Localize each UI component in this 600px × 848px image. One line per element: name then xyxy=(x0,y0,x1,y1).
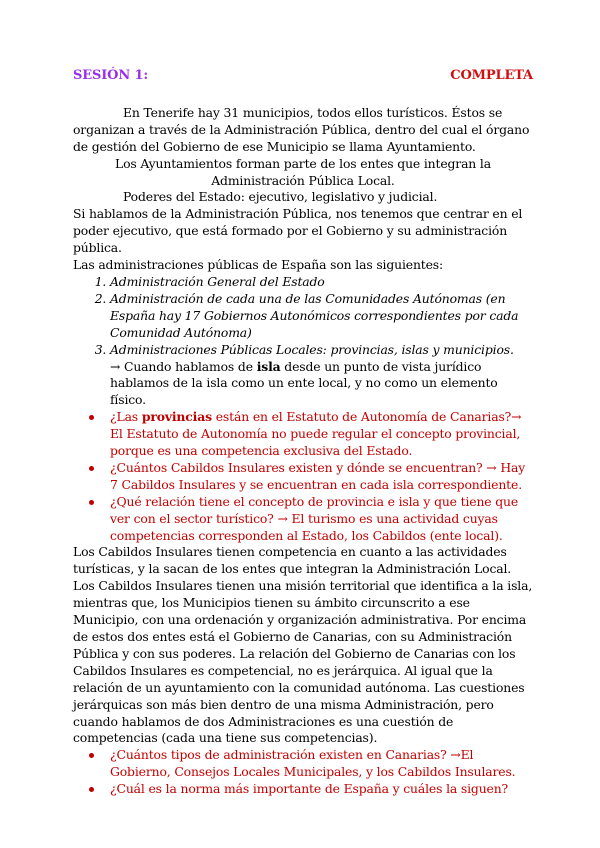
list-intro: Las administraciones públicas de España son las siguientes: xyxy=(73,257,444,273)
isla-note-text: → Cuando hablamos de xyxy=(110,358,257,374)
question-text: ¿Las xyxy=(110,409,142,425)
question-item xyxy=(110,460,533,494)
question-item: ¿Cuántos tipos de administración existen en Canarias? →El Gobierno, Consejos Locales Municipales, y los Cabildos Insulares. xyxy=(110,747,533,781)
question-text: ¿Qué relación tiene el concepto de provincia e isla y que tiene que ver con el sector turístico? → El turismo es una actividad cuyas competencias corresponden al Estado, los Cabildos (ente local). xyxy=(110,493,519,543)
question-item xyxy=(110,494,533,545)
isla-note xyxy=(73,359,533,410)
isla-note-text-2: desde un punto de vista jurídico hablamos de la isla como un ente local, y no como un elemento físico. xyxy=(110,358,498,408)
question-item: ¿Cuál es la norma más importante de España y cuáles la siguen? xyxy=(110,781,533,798)
administrations-list xyxy=(73,274,533,359)
question-text-2: están en el Estatuto de Autonomía de Canarias?→ El Estatuto de Autonomía no puede regular el concepto provincial, porque es una competencia exclusiva del Estado. xyxy=(110,409,522,459)
status-label: COMPLETA xyxy=(450,68,533,83)
intro-paragraph xyxy=(73,105,533,156)
questions-list xyxy=(73,409,533,544)
intro-paragraph-2: Los Ayuntamientos forman parte de los entes que integran la Administración Pública Local. xyxy=(115,155,491,188)
list-item: 1. Administración General del Estado xyxy=(110,274,533,291)
question-item xyxy=(110,409,533,460)
list-item: 2. Administración de cada una de las Comunidades Autónomas (en España hay 17 Gobiernos Autonómicos correspondientes por cada Comunidad Autónoma) xyxy=(110,291,533,342)
session-label: SESIÓN 1: xyxy=(73,68,148,83)
questions-list-2 xyxy=(73,747,533,798)
list-item: 3. Administraciones Públicas Locales: provincias, islas y municipios. xyxy=(110,342,533,359)
session-header xyxy=(73,68,533,85)
question-text: ¿Cuántos Cabildos Insulares existen y dónde se encuentran? → Hay 7 Cabildos Insulares y se encuentran en cada isla correspondiente. xyxy=(110,459,526,492)
question-bold: provincias xyxy=(141,409,212,425)
executive-paragraph: Si hablamos de la Administración Pública, nos tenemos que centrar en el poder ejecutivo, que está formado por el Gobierno y su administración pública. xyxy=(73,206,523,256)
powers-paragraph: Poderes del Estado: ejecutivo, legislativo y judicial. xyxy=(123,189,438,205)
isla-bold: isla xyxy=(256,358,281,374)
document-page xyxy=(73,68,533,798)
intro-text: En Tenerife hay 31 municipios, todos ellos turísticos. Éstos se organizan a través de la Administración Pública, dentro del cual el órgano de gestión del Gobierno de ese Municipio se llama Ayuntamiento. xyxy=(73,104,530,154)
cabildos-paragraph: Los Cabildos Insulares tienen competencia en cuanto a las actividades turísticas, y la sacan de los entes que integran la Administración Local. Los Cabildos Insulares tienen una misión territorial que identifica a la isla, mientras que, los Municipios tienen su ámbito circunscrito a ese Municipio, con una ordenación y organización administrativa. Por encima de estos dos entes está el Gobierno de Canarias, con su Administración Pública y con sus poderes. La relación del Gobierno de Canarias con los Cabildos Insulares es competencial, no es jerárquica. Al igual que la relación de un ayuntamiento con la comunidad autónoma. Las cuestiones jerárquicas son más bien dentro de una misma Administración, pero cuando hablamos de dos Administraciones es una cuestión de competencias (cada una tiene sus competencias). xyxy=(73,544,533,746)
